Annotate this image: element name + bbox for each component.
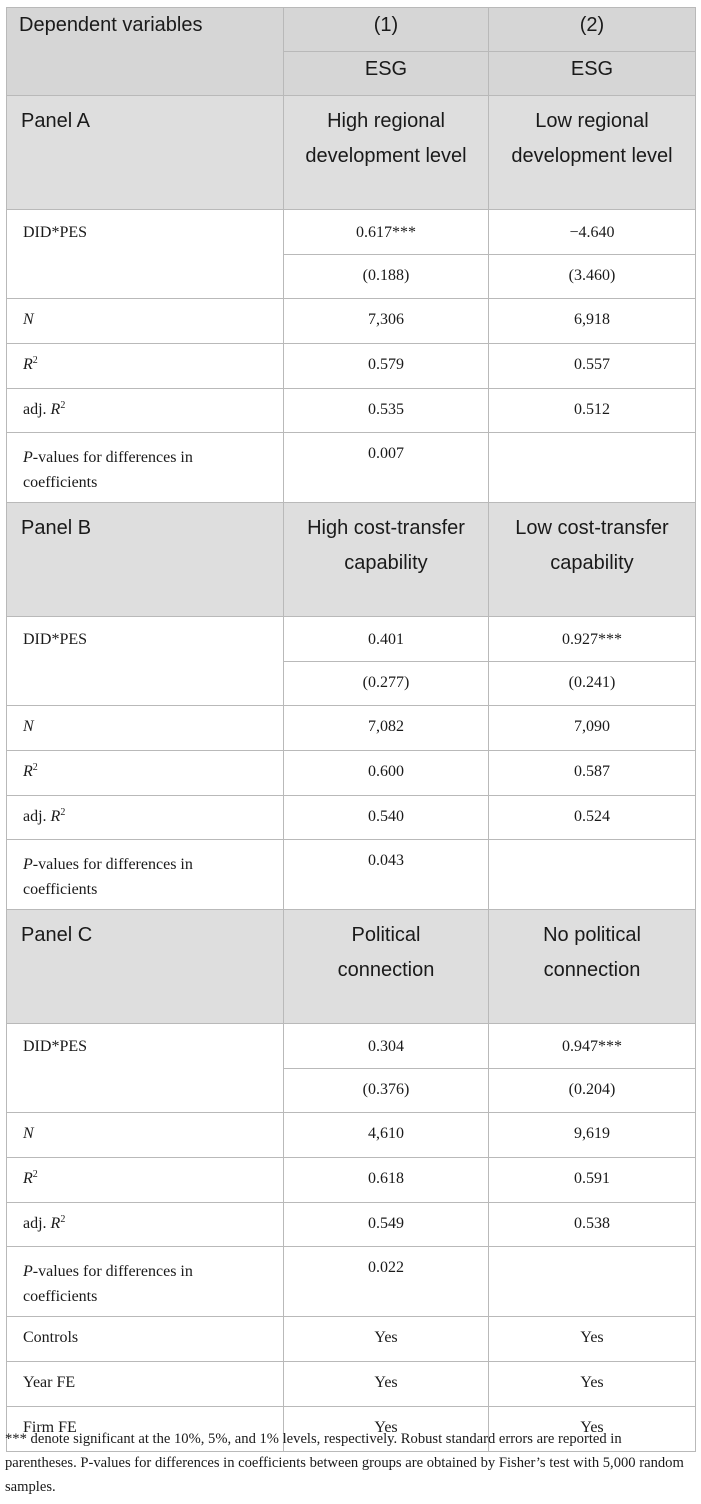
panels-body	[7, 96, 696, 1317]
panel-header-row	[7, 503, 696, 617]
footer-label: Firm FE	[23, 1419, 77, 1436]
coefficient-row	[7, 617, 696, 662]
n-col1	[284, 706, 489, 751]
r2-superscript: 2	[32, 355, 38, 366]
footer-col2-value: Yes	[580, 1329, 604, 1346]
footer-row	[7, 1317, 696, 1362]
n-row	[7, 706, 696, 751]
panel-header-row	[7, 910, 696, 1024]
adj-r2-col2	[489, 1203, 696, 1247]
p-value-row	[7, 433, 696, 503]
r2-row	[7, 1158, 696, 1203]
r2-col2-value: 0.587	[574, 763, 610, 780]
coefficient-label: DID*PES	[23, 224, 88, 241]
col2-number	[489, 8, 696, 52]
adj-r2-r: R	[50, 808, 61, 825]
std-error-col1-value: (0.376)	[362, 1081, 410, 1098]
n-col1-value: 4,610	[368, 1125, 404, 1142]
col2-number-text: (2)	[579, 14, 605, 36]
std-error-col1-value: (0.277)	[362, 674, 410, 691]
coefficient-col2	[489, 1024, 696, 1069]
panel-col1-group-text: High regional development level	[305, 110, 467, 167]
results-table	[6, 7, 696, 1452]
dependent-variables-header	[7, 8, 284, 96]
table-footnote: *** denote significant at the 10%, 5%, and 1% levels, respectively. Robust standard errors are reported in parentheses. P-values for differences in coefficients between groups are obtained by Fisher’s test with 5,000 random samples.	[5, 1431, 684, 1495]
std-error-col1	[284, 255, 489, 299]
coefficient-col2-value: 0.927***	[562, 631, 622, 648]
coefficient-label: DID*PES	[23, 631, 88, 648]
r2-col2-value: 0.557	[574, 356, 610, 373]
panel-header-row	[7, 96, 696, 210]
footer-col1-value: Yes	[374, 1374, 398, 1391]
footer-col2	[489, 1317, 696, 1362]
r2-superscript: 2	[32, 762, 38, 773]
p-value-row	[7, 1247, 696, 1317]
panel-name-text: Panel B	[21, 517, 92, 539]
coefficient-row	[7, 210, 696, 255]
adj-r2-superscript: 2	[60, 400, 66, 411]
panel-col1-group	[284, 503, 489, 617]
p-value-col2	[489, 433, 696, 503]
panel-col2-group	[489, 503, 696, 617]
panel-col1-group-text: High cost-transfer capability	[307, 517, 465, 574]
adj-r2-label-cell	[7, 1203, 284, 1247]
col1-variable-text: ESG	[364, 58, 408, 80]
p-value-label-cell	[7, 1247, 284, 1317]
n-row	[7, 1113, 696, 1158]
adj-r2-col1	[284, 389, 489, 433]
n-col1-value: 7,306	[368, 311, 404, 328]
p-value-row	[7, 840, 696, 910]
footer-label: Year FE	[23, 1374, 76, 1391]
r2-label: R	[23, 1170, 33, 1187]
n-label-cell	[7, 299, 284, 344]
r2-col2-value: 0.591	[574, 1170, 610, 1187]
adj-r2-superscript: 2	[60, 1214, 66, 1225]
panel-name	[7, 503, 284, 617]
panel-col2-group	[489, 96, 696, 210]
std-error-col1-value: (0.188)	[362, 267, 410, 284]
std-error-col2-value: (0.241)	[568, 674, 616, 691]
p-label-italic: P	[23, 449, 33, 466]
p-value-label-cell	[7, 840, 284, 910]
panel-col1-group	[284, 910, 489, 1024]
panel-col2-group-text: No political connection	[543, 924, 641, 981]
footer-col1	[284, 1317, 489, 1362]
coefficient-col1	[284, 1024, 489, 1069]
n-row	[7, 299, 696, 344]
adj-r2-col2-value: 0.524	[574, 808, 610, 825]
p-value-col1-value: 0.043	[368, 852, 404, 869]
r2-label-cell	[7, 751, 284, 796]
adj-r2-col1-value: 0.535	[368, 401, 404, 418]
p-value-col2	[489, 1247, 696, 1317]
std-error-col2	[489, 1069, 696, 1113]
coefficient-label-cell	[7, 1024, 284, 1113]
col1-number-text: (1)	[373, 14, 399, 36]
r2-label: R	[23, 763, 33, 780]
r2-col1-value: 0.618	[368, 1170, 404, 1187]
coefficient-label-cell	[7, 617, 284, 706]
coefficient-col1	[284, 210, 489, 255]
coefficient-col2	[489, 617, 696, 662]
n-col2	[489, 299, 696, 344]
p-label-italic: P	[23, 1263, 33, 1280]
n-col1-value: 7,082	[368, 718, 404, 735]
adj-r2-col2	[489, 389, 696, 433]
adj-r2-col2-value: 0.538	[574, 1215, 610, 1232]
p-value-col1	[284, 433, 489, 503]
n-col2	[489, 1113, 696, 1158]
col2-variable	[489, 52, 696, 96]
col1-number	[284, 8, 489, 52]
footer-label: Controls	[23, 1329, 79, 1346]
coefficient-col2-value: −4.640	[569, 224, 615, 241]
col1-variable	[284, 52, 489, 96]
coefficient-col1	[284, 617, 489, 662]
std-error-col1	[284, 662, 489, 706]
footer-col1-value: Yes	[374, 1419, 398, 1436]
adj-label: adj.	[23, 1215, 51, 1232]
r2-col1	[284, 1158, 489, 1203]
panel-name	[7, 96, 284, 210]
adj-r2-col1-value: 0.549	[368, 1215, 404, 1232]
r2-col2	[489, 344, 696, 389]
coefficient-row	[7, 1024, 696, 1069]
n-label-cell	[7, 706, 284, 751]
r2-label-cell	[7, 1158, 284, 1203]
footer-col1	[284, 1362, 489, 1407]
n-label: N	[23, 718, 34, 735]
std-error-col2-value: (0.204)	[568, 1081, 616, 1098]
panel-col2-group-text: Low cost-transfer capability	[515, 517, 669, 574]
panel-col2-group	[489, 910, 696, 1024]
r2-col2	[489, 751, 696, 796]
adj-r2-label-cell	[7, 389, 284, 433]
n-label: N	[23, 1125, 34, 1142]
p-value-col1	[284, 1247, 489, 1317]
r2-col2	[489, 1158, 696, 1203]
r2-col1-value: 0.600	[368, 763, 404, 780]
adj-label: adj.	[23, 808, 51, 825]
n-col2-value: 6,918	[574, 311, 610, 328]
r2-row	[7, 751, 696, 796]
p-label-rest: -values for differences in coefficients	[23, 856, 193, 898]
panel-col1-group-text: Political connection	[337, 924, 435, 981]
panel-name	[7, 910, 284, 1024]
footer-col1-value: Yes	[374, 1329, 398, 1346]
p-value-col1-value: 0.007	[368, 445, 404, 462]
coefficient-col2	[489, 210, 696, 255]
adj-r2-superscript: 2	[60, 807, 66, 818]
p-label-rest: -values for differences in coefficients	[23, 449, 193, 491]
footer-label-cell	[7, 1317, 284, 1362]
std-error-col2	[489, 255, 696, 299]
coefficient-col1-value: 0.304	[368, 1038, 404, 1055]
footer-row	[7, 1362, 696, 1407]
coefficient-col2-value: 0.947***	[562, 1038, 622, 1055]
r2-label: R	[23, 356, 33, 373]
adj-r2-row	[7, 389, 696, 433]
adj-r2-row	[7, 796, 696, 840]
n-col2	[489, 706, 696, 751]
adj-r2-col2	[489, 796, 696, 840]
std-error-col2-value: (3.460)	[568, 267, 616, 284]
p-label-rest: -values for differences in coefficients	[23, 1263, 193, 1305]
p-value-col2	[489, 840, 696, 910]
p-value-col1-value: 0.022	[368, 1259, 404, 1276]
r2-row	[7, 344, 696, 389]
footer-col2-value: Yes	[580, 1374, 604, 1391]
n-col1	[284, 299, 489, 344]
dependent-variables-label: Dependent variables	[19, 14, 203, 36]
adj-r2-col2-value: 0.512	[574, 401, 610, 418]
panel-name-text: Panel C	[21, 924, 93, 946]
adj-label: adj.	[23, 401, 51, 418]
p-label-italic: P	[23, 856, 33, 873]
adj-r2-col1-value: 0.540	[368, 808, 404, 825]
n-label-cell	[7, 1113, 284, 1158]
r2-col1	[284, 344, 489, 389]
adj-r2-r: R	[50, 1215, 61, 1232]
coefficient-col1-value: 0.401	[368, 631, 404, 648]
adj-r2-label-cell	[7, 796, 284, 840]
r2-col1-value: 0.579	[368, 356, 404, 373]
panel-col1-group	[284, 96, 489, 210]
adj-r2-col1	[284, 1203, 489, 1247]
coefficient-label: DID*PES	[23, 1038, 88, 1055]
coefficient-col1-value: 0.617***	[356, 224, 416, 241]
adj-r2-row	[7, 1203, 696, 1247]
coefficient-label-cell	[7, 210, 284, 299]
std-error-col1	[284, 1069, 489, 1113]
n-col2-value: 9,619	[574, 1125, 610, 1142]
adj-r2-r: R	[50, 401, 61, 418]
footer-label-cell	[7, 1362, 284, 1407]
panel-col2-group-text: Low regional development level	[511, 110, 673, 167]
r2-label-cell	[7, 344, 284, 389]
panel-name-text: Panel A	[21, 110, 90, 132]
col2-variable-text: ESG	[570, 58, 614, 80]
r2-superscript: 2	[32, 1169, 38, 1180]
n-label: N	[23, 311, 34, 328]
p-value-label-cell	[7, 433, 284, 503]
std-error-col2	[489, 662, 696, 706]
n-col2-value: 7,090	[574, 718, 610, 735]
footer-col2-value: Yes	[580, 1419, 604, 1436]
adj-r2-col1	[284, 796, 489, 840]
n-col1	[284, 1113, 489, 1158]
r2-col1	[284, 751, 489, 796]
p-value-col1	[284, 840, 489, 910]
footer-col2	[489, 1362, 696, 1407]
